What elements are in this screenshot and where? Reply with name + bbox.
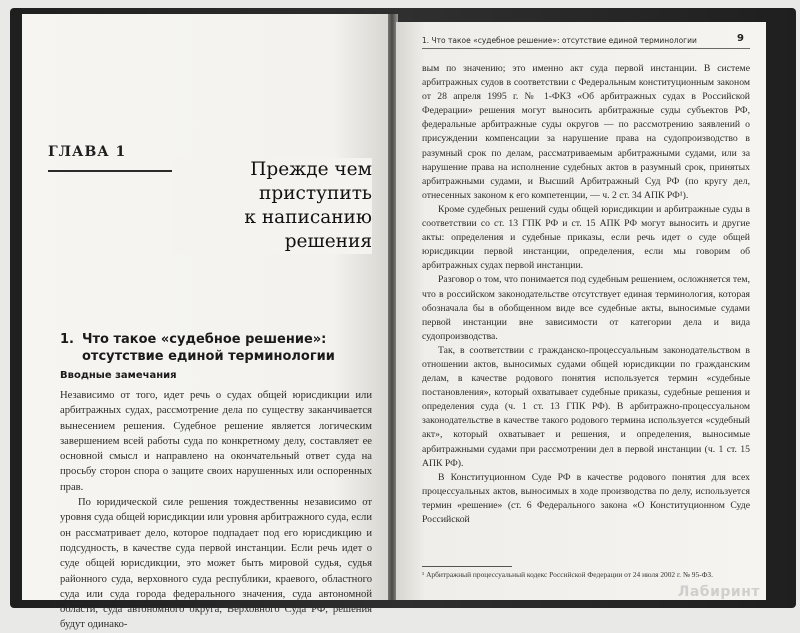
chapter-title xyxy=(172,158,372,254)
paragraph: Разговор о том, что понимается под судебным решением, осложняется тем, что в российском законодательстве отсутствует единая терминология, которая обозначала бы в обобщенном виде все судебные акты, выносимые судами первой инстанции вне зависимости от категории дела и вида судопроизводства. xyxy=(422,274,750,342)
paragraph: В Конституционном Суде РФ в качестве родового понятия для всех процессуальных актов, выносимых в ходе производства по делу, используется термин «решение» (ст. 6 Федерального закона «О Конституционном Суде Российской xyxy=(422,471,750,525)
page-number: 9 xyxy=(737,33,744,44)
chapter-label: ГЛАВА 1 xyxy=(48,144,127,160)
subheading: Вводные замечания xyxy=(60,370,177,381)
chapter-title-line: к написанию xyxy=(244,207,372,228)
running-head: 1. Что такое «судебное решение»: отсутствие единой терминологии xyxy=(422,36,750,49)
footnote-rule xyxy=(422,566,512,567)
paragraph: По юридической силе решения тождественны независимо от уровня суда общей юрисдикции или уровня арбитражного суда, если он рассматривает дело, которое подпадает под его юрисдикцию и подсудность, в качестве суда первой инстанции. Если речь идет о суде общей юрисдикции, это может быть мировой судья, судья районного суда, верховного суда республики, краевого, областного суда или суда города федерального значения, суда автономной области, суда автономного округа, Верховного Суда РФ, решения будут одинако- xyxy=(60,497,373,631)
left-body-text xyxy=(60,388,372,633)
footnote: ¹ Арбитражный процессуальный кодекс Российской Федерации от 24 июля 2002 г. № 95-ФЗ. xyxy=(422,570,713,579)
chapter-title-line: решения xyxy=(284,231,372,252)
paragraph: Так, в соответствии с гражданско-процессуальным законодательством в отношении актов, выносимых судами общей юрисдикции по гражданским делам, в качестве родового понятия используется термин «судебные постановления», который охватывает судебные приказы, судебные решения и определения суда (ч. 1 ст. 13 ГПК РФ). В арбитражно-процессуальном законодательстве в качестве такого родового термина используется «судебный акт», который охватывает и решения, и определения, выносимые арбитражными судами при рассмотрении дел в первой инстанции (ч. 1 ст. 15 АПК РФ). xyxy=(422,344,750,469)
paragraph: вым по значению; это именно акт суда первой инстанции. В системе арбитражных судов в соответствии с Федеральным конституционным законом от 28 апреля 1995 г. № 1-ФКЗ «Об арбитражных судах в Российской Федерации» решения могут выносить арбитражные суды субъектов РФ, федеральные арбитражные суды округов — по рассмотрению заявлений о присуждении компенсации за нарушение права на судопроизводство в разумный срок по делам, рассматриваемым арбитражными судами, или за нарушение права на исполнение судебных актов в разумный срок, принятых арбитражными судами, и Высший Арбитражный Суд РФ (по кругу дел, отнесенных законом к его компетенции, — ч. 2 ст. 34 АПК РФ¹). xyxy=(422,63,750,201)
right-body-text xyxy=(422,62,750,527)
paragraph: Независимо от того, идет речь о судах общей юрисдикции или арбитражных судах, рассмотрение дела по существу заканчивается вынесением решения. Судебное решение является логическим завершением всей работы суда по конкретному делу, составляет ее основной смысл и направлено на окончательный ответ суда на просьбу сторон спора о защите своих нарушенных или оспоренных прав. xyxy=(60,390,372,493)
watermark-logo: Лабиринт xyxy=(677,584,760,600)
chapter-title-line: Прежде чем xyxy=(250,159,372,180)
section-number: 1. xyxy=(60,332,74,347)
section-title: Что такое «судебное решение»: отсутствие единой терминологии xyxy=(82,332,335,364)
left-page xyxy=(22,14,388,631)
right-page xyxy=(396,22,766,600)
section-heading xyxy=(60,331,360,365)
chapter-title-line: приступить xyxy=(259,183,372,204)
paragraph: Кроме судебных решений суды общей юрисдикции и арбитражные суды в соответствии со ст. 13 ГПК РФ и ст. 15 АПК РФ могут выносить и другие акты: определения и судебные приказы, если речь идет о суде общей юрисдикции первой инстанции, определения, если мы говорим об арбитражных судах первой инстанции. xyxy=(422,203,750,272)
